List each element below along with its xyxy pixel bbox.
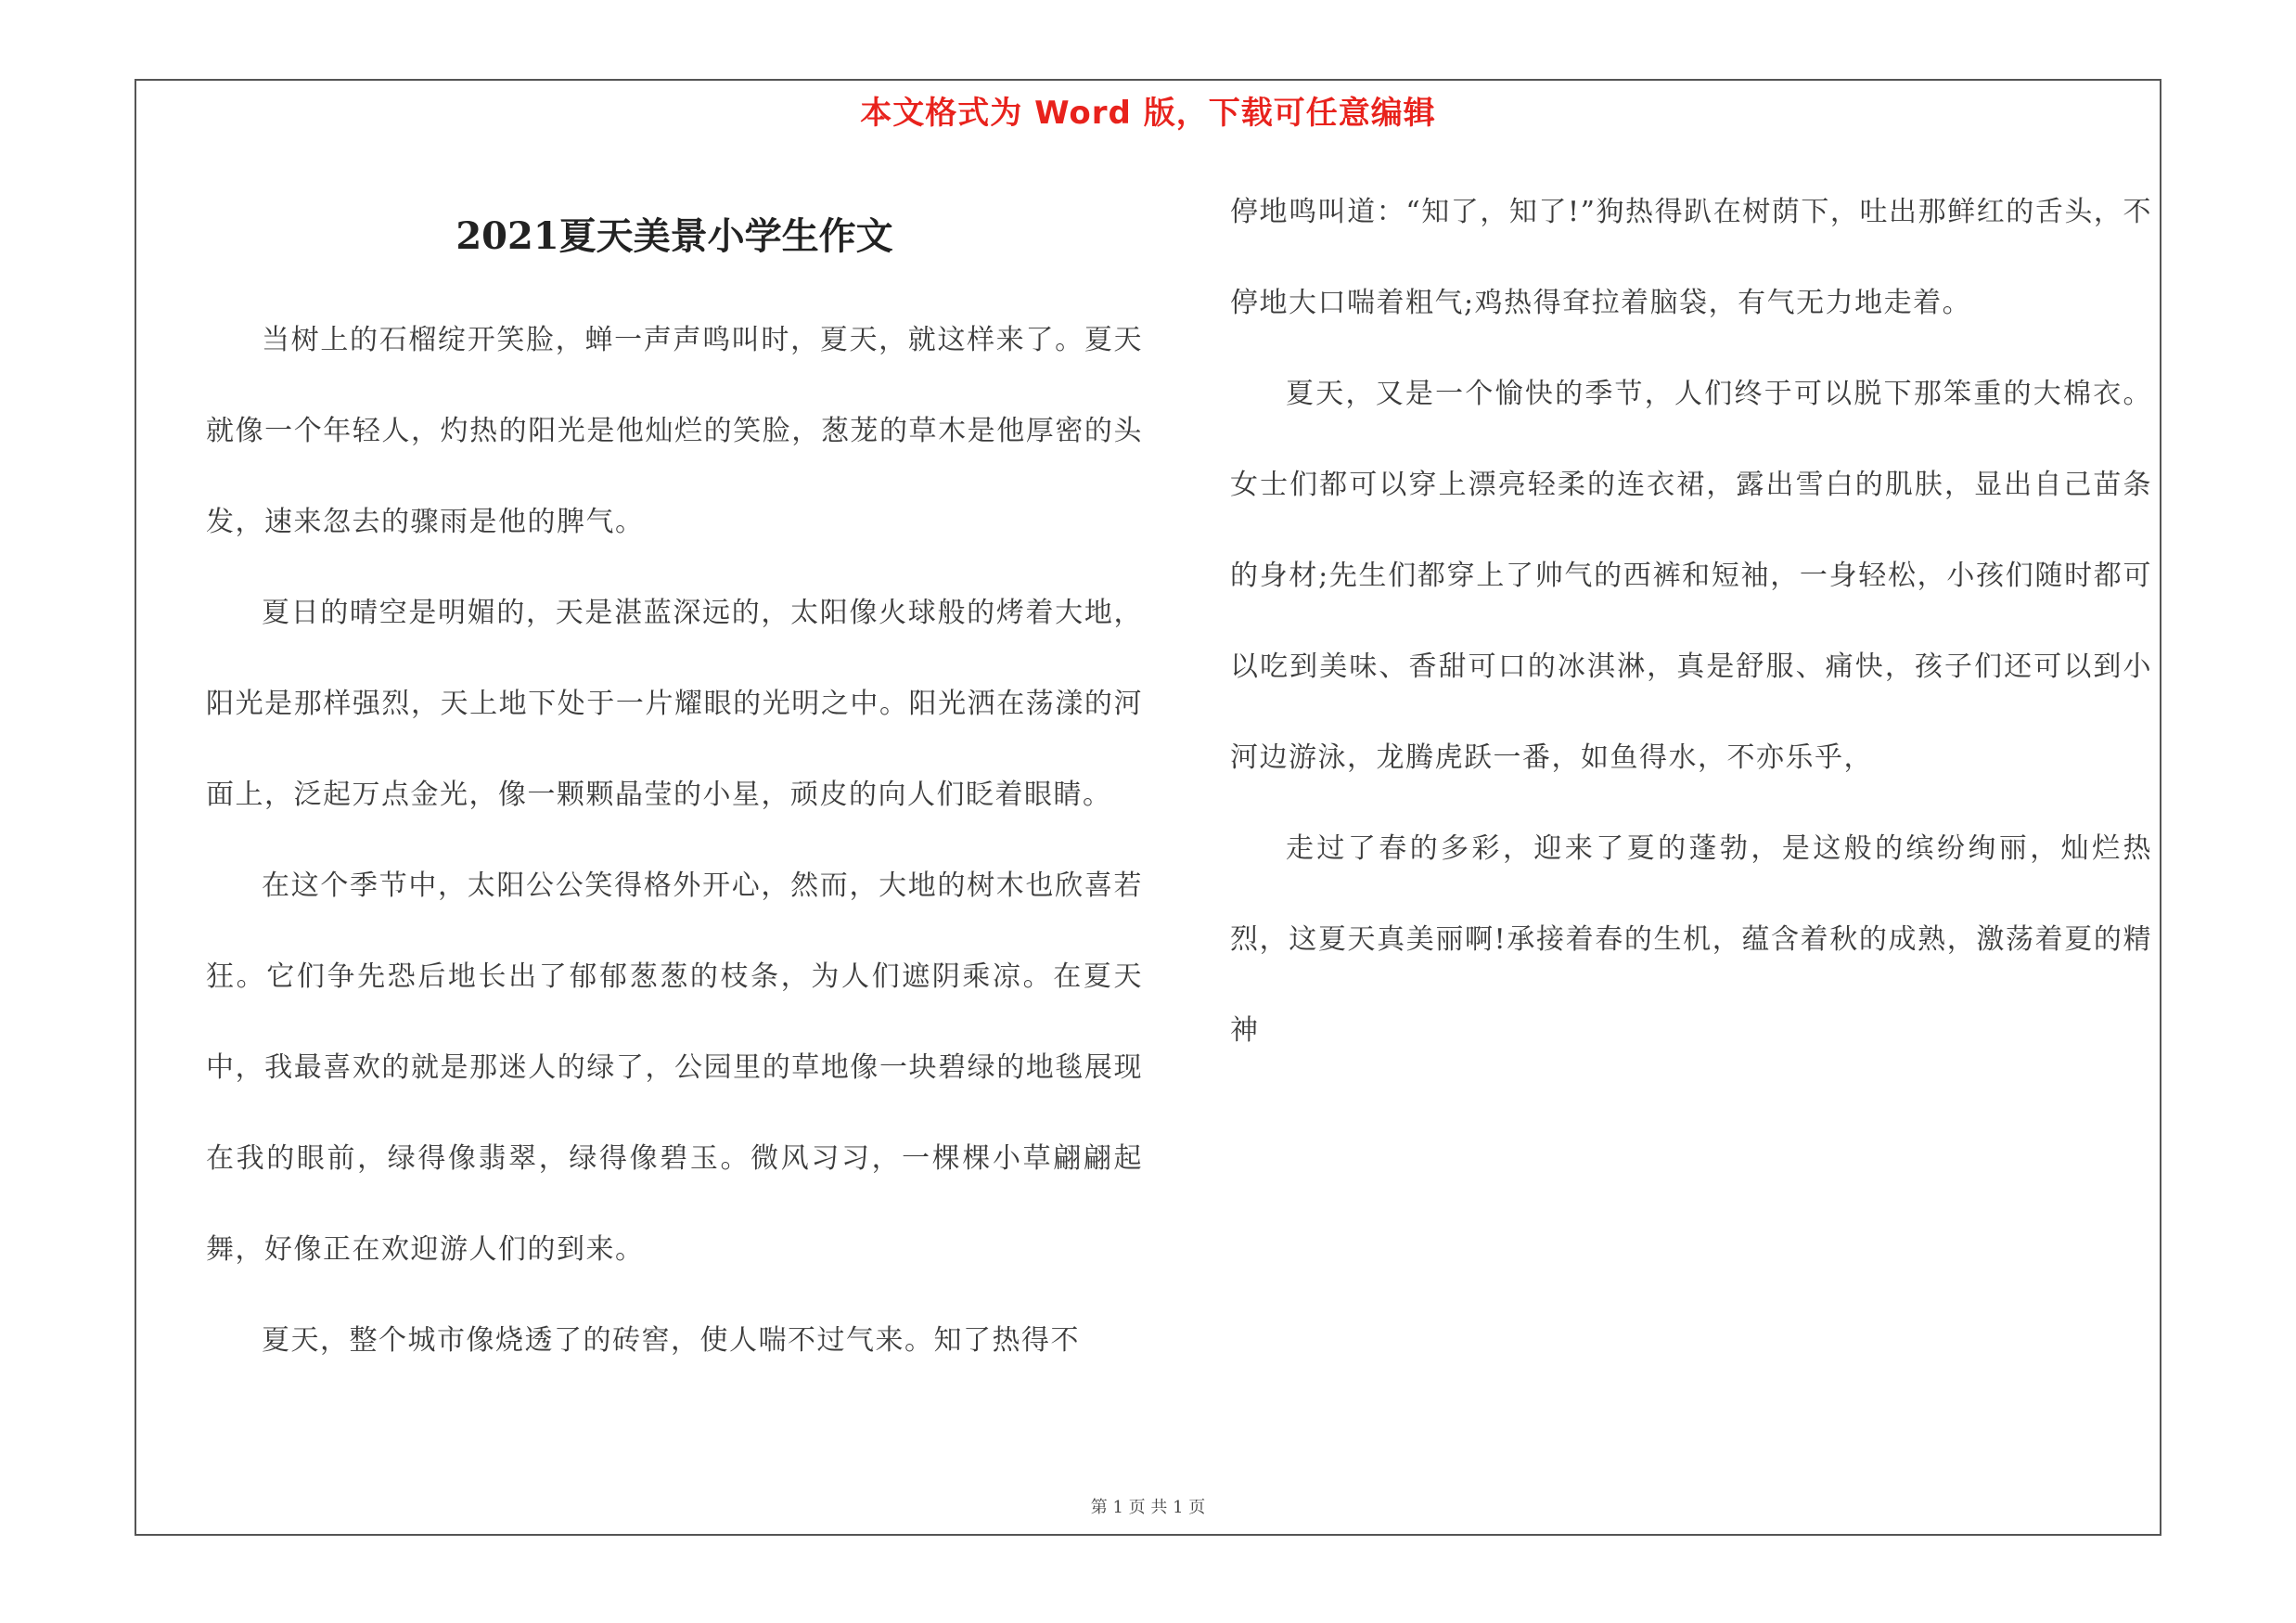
page-number: 第 1 页 共 1 页 (1090, 1498, 1206, 1517)
paragraph: 夏日的晴空是明媚的，天是湛蓝深远的，太阳像火球般的烤着大地，阳光是那样强烈，天上地下处于一片耀眼的光明之中。阳光洒在荡漾的河面上，泛起万点金光，像一颗颗晶莹的小星，顽皮的向人们眨着眼睛。 (206, 597, 1143, 811)
paragraph-continuation: 停地鸣叫道：“知了，知了!”狗热得趴在树荫下，吐出那鲜红的舌头，不停地大口喘着粗气;鸡热得耷拉着脑袋，有气无力地走着。 (1230, 196, 2152, 319)
download-notice: 本文格式为 Word 版，下载可任意编辑 (860, 95, 1436, 132)
paragraph: 走过了春的多彩，迎来了夏的蓬勃，是这般的缤纷绚丽，灿烂热烈，这夏天真美丽啊!承接着春的生机，蕴含着秋的成熟，激荡着夏的精神 (1230, 832, 2152, 1047)
paragraph: 夏天，又是一个愉快的季节，人们终于可以脱下那笨重的大棉衣。女士们都可以穿上漂亮轻柔的连衣裙，露出雪白的肌肤，显出自己苗条的身材;先生们都穿上了帅气的西裤和短袖，一身轻松，小孩们随时都可以吃到美味、香甜可口的冰淇淋，真是舒服、痛快，孩子们还可以到小河边游泳，龙腾虎跃一番，如鱼得水，不亦乐乎， (1230, 378, 2152, 774)
paragraph: 夏天，整个城市像烧透了的砖窖，使人喘不过气来。知了热得不 (262, 1324, 1080, 1357)
paragraph: 在这个季节中，太阳公公笑得格外开心，然而，大地的树木也欣喜若狂。它们争先恐后地长出了郁郁葱葱的枝条，为人们遮阴乘凉。在夏天中，我最喜欢的就是那迷人的绿了，公园里的草地像一块碧绿的地毯展现在我的眼前，绿得像翡翠，绿得像碧玉。微风习习，一棵棵小草翩翩起舞，好像正在欢迎游人们的到来。 (206, 869, 1143, 1266)
right-column (1230, 167, 2152, 1076)
left-column (206, 186, 1143, 1386)
document-title: 2021夏天美景小学生作文 (455, 214, 893, 258)
paragraph: 当树上的石榴绽开笑脸，蝉一声声鸣叫时，夏天，就这样来了。夏天就像一个年轻人，灼热的阳光是他灿烂的笑脸，葱茏的草木是他厚密的头发，速来忽去的骤雨是他的脾气。 (206, 324, 1143, 538)
